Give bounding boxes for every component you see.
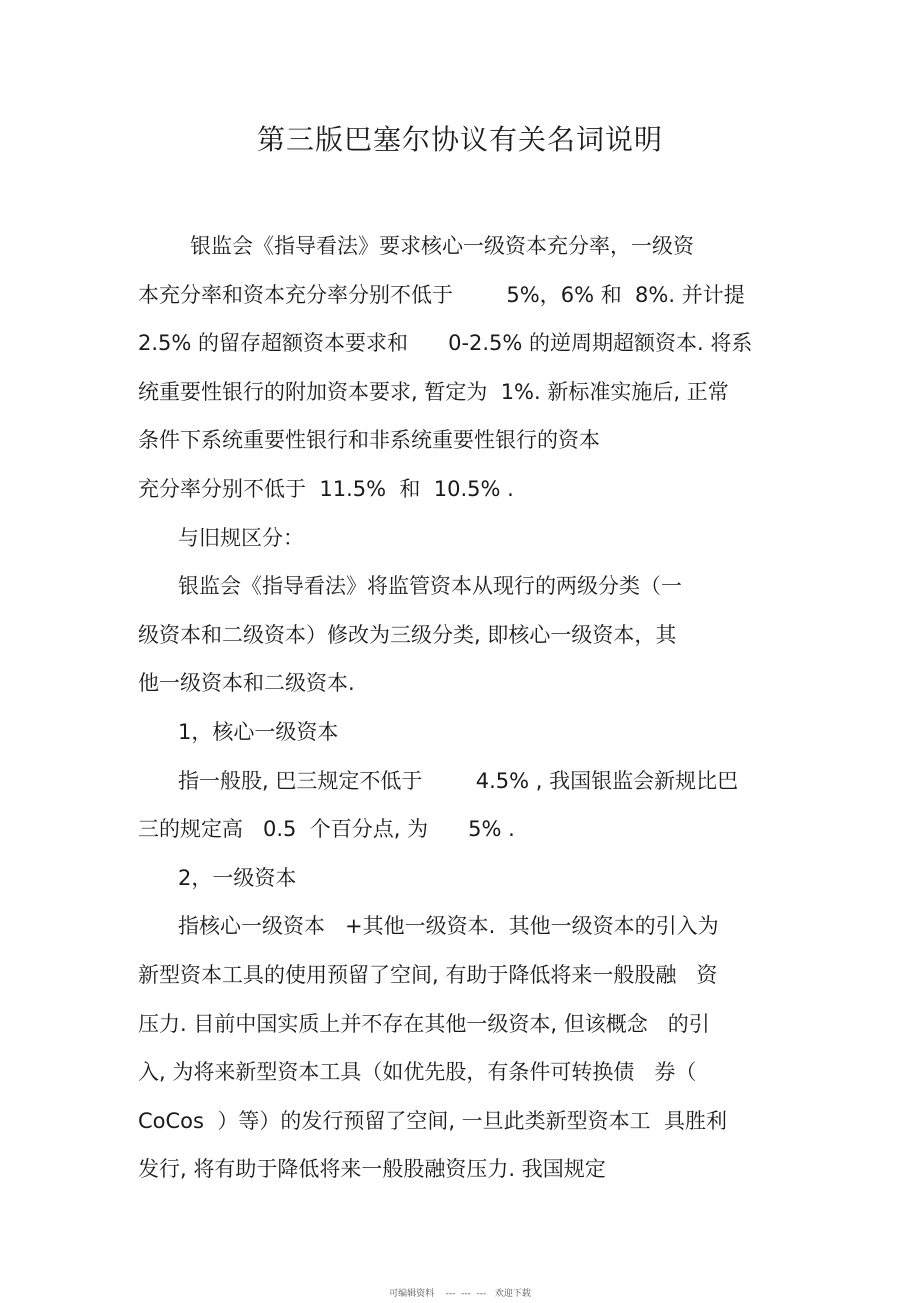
paragraph-line: 2.5% 的留存超额资本要求和 0-2.5% 的逆周期超额资本. 将系 (138, 331, 753, 356)
section-heading: 2，一级资本 (178, 865, 297, 890)
paragraph-line: 压力. 目前中国实质上并不存在其他一级资本, 但该概念 的引 (138, 1011, 710, 1036)
page-footer: 可编辑资料 --- --- --- 欢迎下载 (389, 1289, 531, 1299)
paragraph-line: 统重要性银行的附加资本要求, 暂定为 1%. 新标准实施后, 正常 (138, 379, 729, 404)
paragraph-line: CoCos ）等）的发行预留了空间, 一旦此类新型资本工 具胜利 (138, 1108, 728, 1133)
paragraph-line: 银监会《指导看法》将监管资本从现行的两级分类（一 (178, 574, 682, 599)
paragraph-line: 新型资本工具的使用预留了空间, 有助于降低将来一般股融 资 (138, 962, 718, 987)
document-title: 第三版巴塞尔协议有关名词说明 (256, 123, 663, 156)
paragraph-line: 三的规定高 0.5 个百分点, 为 5% . (138, 817, 515, 842)
paragraph-line: 入, 为将来新型资本工具（如优先股，有条件可转换债 券（ (138, 1060, 697, 1085)
paragraph-line: 指一般股, 巴三规定不低于 4.5% , 我国银监会新规比巴 (178, 768, 739, 793)
paragraph-line: 条件下系统重要性银行和非系统重要性银行的资本 (138, 428, 600, 453)
paragraph-line: 级资本和二级资本）修改为三级分类, 即核心一级资本，其 (138, 622, 677, 647)
document-body (138, 222, 798, 1194)
paragraph-line: 指核心一级资本 +其他一级资本. 其他一级资本的引入为 (178, 914, 719, 939)
paragraph-line: 发行, 将有助于降低将来一般股融资压力. 我国规定 (138, 1157, 606, 1182)
paragraph-line: 本充分率和资本充分率分别不低于 5%，6% 和 8%. 并计提 (138, 282, 745, 307)
section-heading: 与旧规区分： (178, 525, 304, 550)
paragraph-line: 银监会《指导看法》要求核心一级资本充分率，一级资 (190, 234, 694, 258)
section-heading: 1，核心一级资本 (178, 719, 339, 744)
paragraph-line: 他一级资本和二级资本. (138, 671, 355, 696)
paragraph-line: 充分率分别不低于 11.5% 和 10.5% . (138, 476, 514, 501)
